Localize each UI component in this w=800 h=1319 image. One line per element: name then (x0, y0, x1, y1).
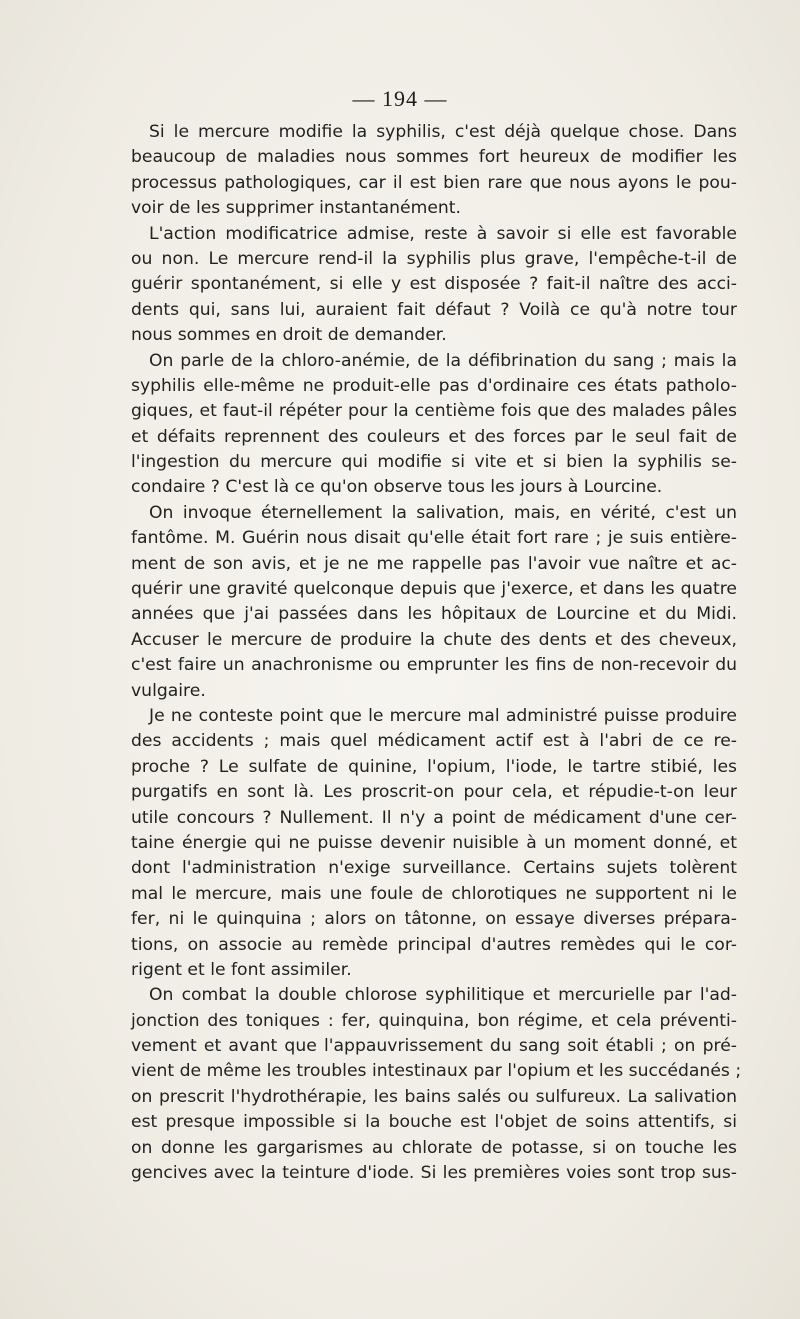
text-line: vulgaire. (131, 680, 206, 701)
text-line: tions, on associe au remède principal d'autres remèdes qui le cor- (131, 934, 737, 955)
paragraph (131, 349, 737, 501)
text-line: taine énergie qui ne puisse devenir nuisible à un moment donné, et (131, 832, 737, 853)
text-line: dents qui, sans lui, auraient fait défaut ? Voilà ce qu'à notre tour (131, 299, 737, 320)
text-line: mal le mercure, mais une foule de chlorotiques ne supportent ni le (131, 883, 737, 904)
text-line: Si le mercure modifie la syphilis, c'est déjà quelque chose. Dans (149, 122, 737, 142)
text-line: vement et avant que l'appauvrissement du sang soit établi ; on pré- (131, 1036, 737, 1057)
text-line: ment de son avis, et je ne me rappelle pas l'avoir vue naître et ac- (131, 553, 737, 574)
text-line: fer, ni le quinquina ; alors on tâtonne, on essaye diverses prépara- (131, 909, 737, 930)
text-line: Accuser le mercure de produire la chute des dents et des cheveux, (131, 629, 737, 650)
text-line: utile concours ? Nullement. Il n'y a point de médicament d'une cer- (131, 807, 737, 828)
text-line: On combat la double chlorose syphilitique et mercurielle par l'ad- (149, 985, 737, 1006)
text-line: et défaits reprennent des couleurs et des forces par le seul fait de (131, 426, 737, 447)
text-line: condaire ? C'est là ce qu'on observe tous les jours à Lourcine. (131, 477, 663, 498)
text-line: l'ingestion du mercure qui modifie si vite et si bien la syphilis se- (131, 452, 737, 473)
text-line: rigent et le font assimiler. (131, 959, 352, 980)
text-line: est presque impossible si la bouche est l'objet de soins attentifs, si (131, 1112, 737, 1133)
text-line: giques, et faut-il répéter pour la centième fois que des malades pâles (131, 401, 737, 422)
body-text (131, 120, 742, 1186)
text-line: quérir une gravité quelconque depuis que j'exerce, et dans les quatre (131, 579, 737, 600)
text-line: on prescrit l'hydrothérapie, les bains salés ou sulfureux. La salivation (131, 1086, 737, 1107)
text-line: guérir spontanément, si elle y est disposée ? fait-il naître des acci- (131, 274, 737, 295)
paragraph (131, 222, 737, 349)
paragraph (131, 120, 737, 222)
paragraph (131, 704, 737, 983)
text-line: ou non. Le mercure rend-il la syphilis plus grave, l'empêche-t-il de (131, 248, 737, 269)
text-line: Je ne conteste point que le mercure mal administré puisse produire (149, 705, 737, 726)
paragraph (131, 983, 742, 1186)
text-line: c'est faire un anachronisme ou emprunter les fins de non-recevoir du (131, 655, 737, 676)
text-line: gencives avec la teinture d'iode. Si les premières voies sont trop sus- (131, 1163, 737, 1184)
text-line: On parle de la chloro-anémie, de la défibrination du sang ; mais la (149, 350, 737, 371)
text-line: on donne les gargarismes au chlorate de potasse, si on touche les (131, 1137, 737, 1158)
text-line: syphilis elle-même ne produit-elle pas d'ordinaire ces états patholo- (131, 375, 737, 396)
text-line: processus pathologiques, car il est bien rare que nous ayons le pou- (131, 172, 737, 193)
text-line: jonction des toniques : fer, quinquina, bon régime, et cela préventi- (131, 1010, 737, 1031)
text-line: L'action modificatrice admise, reste à savoir si elle est favorable (149, 223, 737, 244)
paragraph (131, 501, 737, 704)
text-line: beaucoup de maladies nous sommes fort heureux de modifier les (131, 147, 737, 168)
text-line: dont l'administration n'exige surveillance. Certains sujets tolèrent (131, 858, 737, 879)
text-line: des accidents ; mais quel médicament actif est à l'abri de ce re- (131, 731, 737, 752)
text-line: fantôme. M. Guérin nous disait qu'elle était fort rare ; je suis entière- (131, 528, 737, 549)
text-line: proche ? Le sulfate de quinine, l'opium, l'iode, le tartre stibié, les (131, 756, 737, 777)
text-line: On invoque éternellement la salivation, mais, en vérité, c'est un (149, 502, 737, 523)
text-line: années que j'ai passées dans les hôpitaux de Lourcine et du Midi. (131, 604, 737, 625)
text-line: vient de même les troubles intestinaux par l'opium et les succédanés ; (131, 1061, 742, 1082)
text-line: nous sommes en droit de demander. (131, 325, 447, 346)
text-line: voir de les supprimer instantanément. (131, 198, 462, 219)
text-line: purgatifs en sont là. Les proscrit-on pour cela, et répudie-t-on leur (131, 782, 737, 803)
page-number: — 194 — (352, 86, 448, 111)
